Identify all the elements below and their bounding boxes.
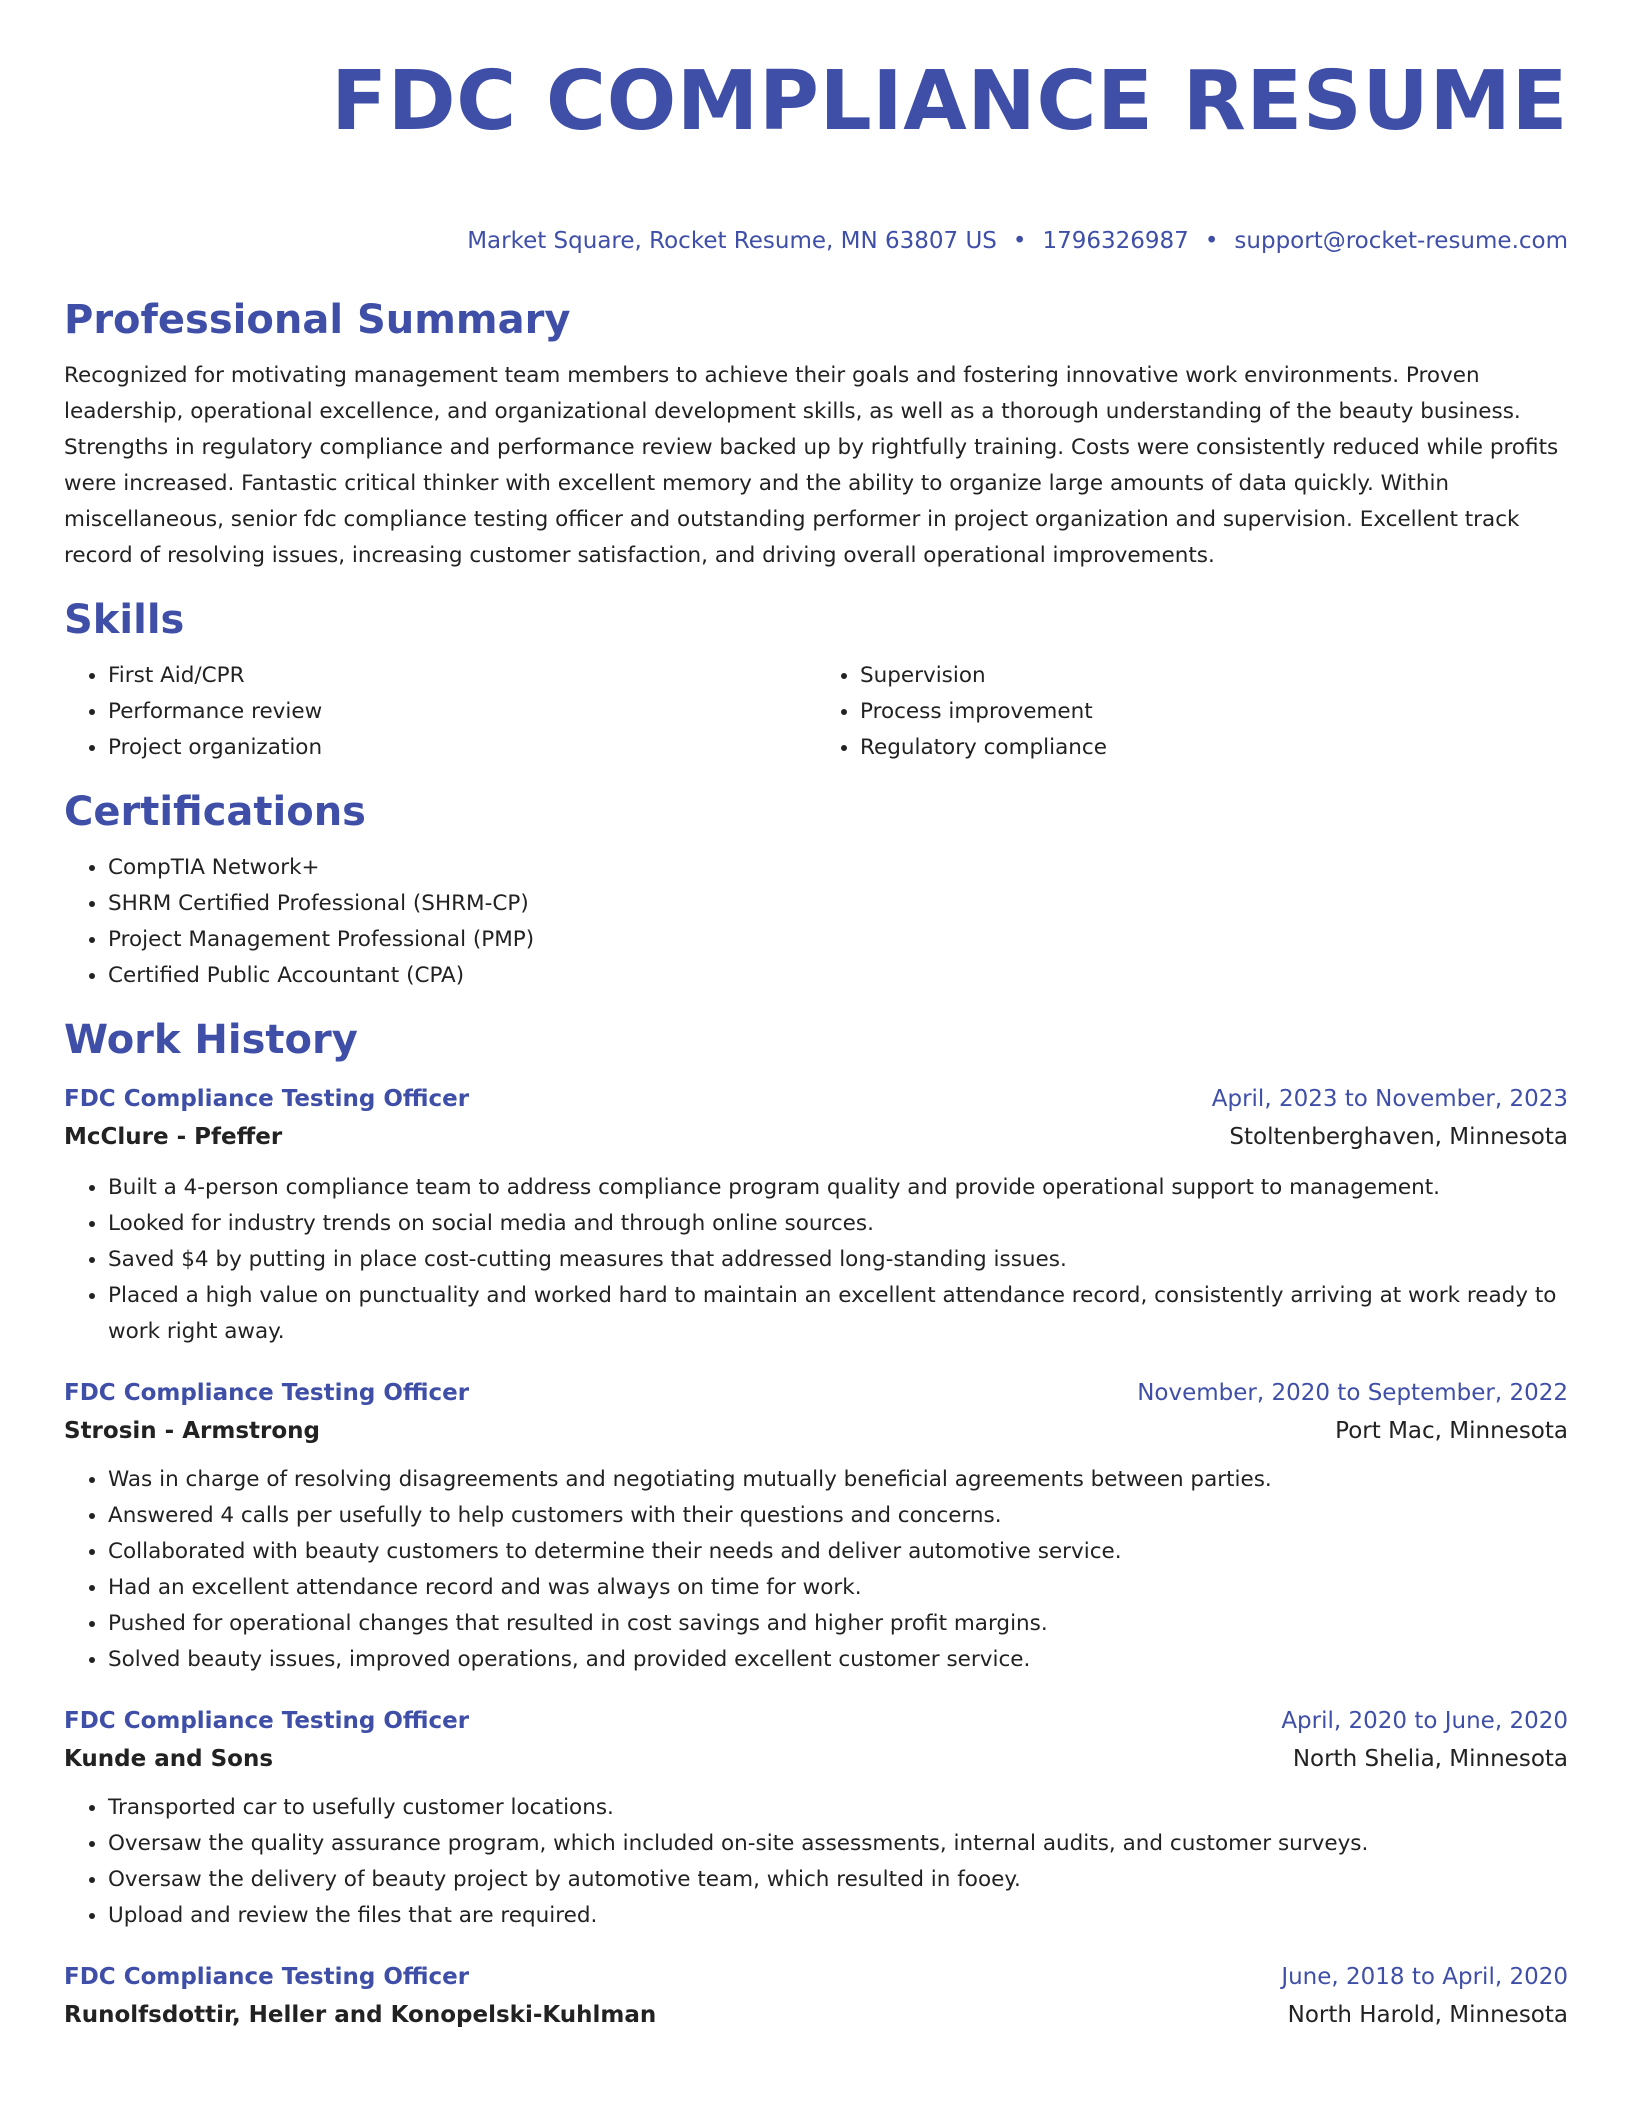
job-header bbox=[64, 1958, 1568, 1996]
job-entry bbox=[64, 1374, 1568, 1678]
skills-section bbox=[64, 596, 1568, 766]
job-bullets bbox=[64, 1790, 1568, 1934]
job-bullet: • Placed a high value on punctuality and worked hard to maintain an excellent attendance record, consistently arriving at work ready to work right away. bbox=[108, 1278, 1568, 1350]
skills-list-right bbox=[816, 658, 1568, 766]
skill-item: • First Aid/CPR bbox=[108, 658, 816, 694]
job-dates: April, 2020 to June, 2020 bbox=[1281, 1708, 1568, 1734]
skills-list-left bbox=[64, 658, 816, 766]
job-header bbox=[64, 1080, 1568, 1118]
job-title: FDC Compliance Testing Officer bbox=[64, 1964, 470, 1990]
skills-grid bbox=[64, 658, 1568, 766]
certification-item: • SHRM Certified Professional (SHRM-CP) bbox=[108, 886, 1568, 922]
contact-email[interactable]: support@rocket-resume.com bbox=[1234, 228, 1568, 254]
job-title: FDC Compliance Testing Officer bbox=[64, 1708, 470, 1734]
job-location: Port Mac, Minnesota bbox=[1335, 1418, 1568, 1444]
job-dates: April, 2023 to November, 2023 bbox=[1211, 1086, 1568, 1112]
job-bullets bbox=[64, 1462, 1568, 1678]
job-location: Stoltenberghaven, Minnesota bbox=[1229, 1124, 1568, 1150]
summary-heading: Professional Summary bbox=[64, 297, 571, 343]
job-entry bbox=[64, 1080, 1568, 1350]
job-bullet: • Saved $4 by putting in place cost-cutting measures that addressed long-standing issues. bbox=[108, 1242, 1568, 1278]
job-bullet: • Transported car to usefully customer locations. bbox=[108, 1790, 1568, 1826]
summary-section bbox=[64, 296, 1568, 574]
contact-separator: • bbox=[1012, 228, 1027, 254]
certification-item: • Project Management Professional (PMP) bbox=[108, 922, 1568, 958]
skill-item: • Project organization bbox=[108, 730, 816, 766]
certifications-section bbox=[64, 788, 1568, 994]
contact-phone: 1796326987 bbox=[1042, 228, 1189, 254]
job-company: Runolfsdottir, Heller and Konopelski-Kuhlman bbox=[64, 2002, 657, 2028]
skills-heading: Skills bbox=[64, 597, 185, 643]
job-location: North Harold, Minnesota bbox=[1287, 2002, 1568, 2028]
job-bullet: • Pushed for operational changes that resulted in cost savings and higher profit margins. bbox=[108, 1606, 1568, 1642]
job-bullet: • Answered 4 calls per usefully to help customers with their questions and concerns. bbox=[108, 1498, 1568, 1534]
job-company: Kunde and Sons bbox=[64, 1746, 274, 1772]
resume-title: FDC COMPLIANCE RESUME bbox=[331, 54, 1568, 149]
job-dates: November, 2020 to September, 2022 bbox=[1137, 1380, 1568, 1406]
job-bullet: • Had an excellent attendance record and was always on time for work. bbox=[108, 1570, 1568, 1606]
summary-text: Recognized for motivating management team members to achieve their goals and fostering innovative work environments. Proven leadership, operational excellence, and organizational development skills, as well as a thorough understanding of the beauty business. Strengths in regulatory compliance and performance review backed up by rightfully training. Costs were consistently reduced while profits were increased. Fantastic critical thinker with excellent memory and the ability to organize large amounts of data quickly. Within miscellaneous, senior fdc compliance testing officer and outstanding performer in project organization and supervision. Excellent track record of resolving issues, increasing customer satisfaction, and driving overall operational improvements. bbox=[64, 363, 1559, 568]
skill-item: • Regulatory compliance bbox=[860, 730, 1568, 766]
job-bullet: • Oversaw the quality assurance program, which included on-site assessments, internal audits, and customer surveys. bbox=[108, 1826, 1568, 1862]
job-location: North Shelia, Minnesota bbox=[1292, 1746, 1568, 1772]
job-bullet: • Collaborated with beauty customers to determine their needs and deliver automotive service. bbox=[108, 1534, 1568, 1570]
job-company: Strosin - Armstrong bbox=[64, 1418, 320, 1444]
job-subheader bbox=[64, 1118, 1568, 1156]
job-company: McClure - Pfeffer bbox=[64, 1124, 283, 1150]
job-subheader bbox=[64, 1740, 1568, 1778]
job-header bbox=[64, 1374, 1568, 1412]
job-bullet: • Upload and review the files that are required. bbox=[108, 1898, 1568, 1934]
job-title: FDC Compliance Testing Officer bbox=[64, 1380, 470, 1406]
job-bullets bbox=[64, 1170, 1568, 1350]
certifications-list bbox=[64, 850, 1568, 994]
work-heading: Work History bbox=[64, 1017, 358, 1063]
job-bullet: • Built a 4-person compliance team to address compliance program quality and provide operational support to management. bbox=[108, 1170, 1568, 1206]
job-bullet: • Was in charge of resolving disagreements and negotiating mutually beneficial agreements between parties. bbox=[108, 1462, 1568, 1498]
job-bullet: • Looked for industry trends on social media and through online sources. bbox=[108, 1206, 1568, 1242]
job-bullet: • Solved beauty issues, improved operations, and provided excellent customer service. bbox=[108, 1642, 1568, 1678]
job-subheader bbox=[64, 1996, 1568, 2034]
job-title: FDC Compliance Testing Officer bbox=[64, 1086, 470, 1112]
job-dates: June, 2018 to April, 2020 bbox=[1281, 1964, 1568, 1990]
skill-item: • Process improvement bbox=[860, 694, 1568, 730]
skill-item: • Performance review bbox=[108, 694, 816, 730]
job-entry bbox=[64, 1702, 1568, 1934]
job-bullet: • Oversaw the delivery of beauty project by automotive team, which resulted in fooey. bbox=[108, 1862, 1568, 1898]
contact-separator: • bbox=[1204, 228, 1219, 254]
job-subheader bbox=[64, 1412, 1568, 1450]
skill-item: • Supervision bbox=[860, 658, 1568, 694]
job-header bbox=[64, 1702, 1568, 1740]
contact-address: Market Square, Rocket Resume, MN 63807 US bbox=[467, 228, 997, 254]
certification-item: • CompTIA Network+ bbox=[108, 850, 1568, 886]
work-section bbox=[64, 1016, 1568, 2034]
job-entry bbox=[64, 1958, 1568, 2034]
certification-item: • Certified Public Accountant (CPA) bbox=[108, 958, 1568, 994]
contact-line bbox=[64, 226, 1568, 256]
certifications-heading: Certifications bbox=[64, 789, 366, 835]
